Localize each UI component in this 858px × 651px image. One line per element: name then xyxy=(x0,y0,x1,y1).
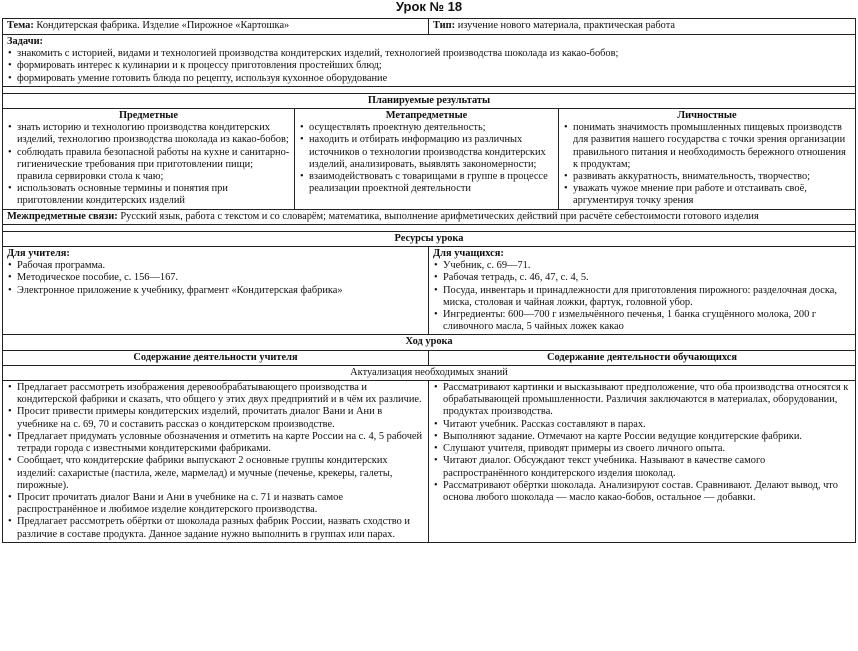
student-activity-item: • Читают диалог. Обсуждают текст учебника. Называют в качестве самого распространённого кондитерского изделия шоколад. xyxy=(443,455,851,479)
resources-students-item: • Учебник, с. 69—71. xyxy=(443,260,851,272)
lesson-table xyxy=(2,18,856,543)
lichnostnye-item: • развивать аккуратность, внимательность, творчество; xyxy=(573,171,851,183)
lichnostnye-item: • понимать значимость промышленных пищевых производств для развития нашего государства с точки зрения организации правильного питания и необходимость бережного отношения к продуктам; xyxy=(573,122,851,171)
predmetnye-cell xyxy=(3,109,295,210)
resources-header: Ресурсы урока xyxy=(3,231,856,246)
metapredmetnye-item: • взаимодействовать с товарищами в группе в процессе реализации проектной деятельности xyxy=(309,171,554,195)
tip-value: изучение нового материала, практическая работа xyxy=(457,20,675,31)
mezhpredmet-value: Русский язык, работа с текстом и со словарём; математика, выполнение арифметических действий при расчёте себестоимости готового изделия xyxy=(120,210,759,222)
teacher-activity-cell xyxy=(3,381,429,543)
resources-teacher-item: • Рабочая программа. xyxy=(17,260,424,272)
resources-students-item: • Посуда, инвентарь и принадлежности для приготовления пирожного: разделочная доска, миска, столовая и чайная ложки, фартук, головной убор. xyxy=(443,285,851,309)
lesson-content-row xyxy=(3,381,856,543)
resources-teacher-item: • Методическое пособие, с. 156—167. xyxy=(17,272,424,284)
predmetnye-item: • знать историю и технологию производства кондитерских изделий, технологию производства шоколада из какао-бобов; xyxy=(17,122,290,146)
metapredmetnye-item: • находить и отбирать информацию из различных источников о технологии производства кондитерских изделий, анализировать, выявлять закономерности; xyxy=(309,134,554,171)
resources-students-cell xyxy=(429,247,856,335)
student-activity-cell xyxy=(429,381,856,543)
teacher-activity-item: • Просит прочитать диалог Вани и Ани в учебнике на с. 71 и назвать самое распространённое и любимое изделие кондитерского производства. xyxy=(17,492,424,516)
zadachi-item: • формировать интерес к кулинарии и к процессу приготовления простейших блюд; xyxy=(17,60,851,72)
resources-students-label: Для учащихся: xyxy=(433,248,504,260)
teacher-activity-item: • Предлагает рассмотреть изображения деревообрабатывающего производства и кондитерской фабрики и сказать, что общего у этих двух предприятий и в чём их различие. xyxy=(17,382,424,406)
tema-value: Кондитерская фабрика. Изделие «Пирожное «Картошка» xyxy=(36,20,290,31)
resources-teacher-label: Для учителя: xyxy=(7,248,70,260)
predmetnye-item: • соблюдать правила безопасной работы на кухне и санитарно-гигиенические требования при приготовлении пищи; правила сервировки стола к чаю; xyxy=(17,147,290,184)
tema-label: Тема: xyxy=(7,20,34,31)
stage-label: Актуализация необходимых знаний xyxy=(3,365,856,380)
resources-students-item: • Рабочая тетрадь, с. 46, 47, с. 4, 5. xyxy=(443,272,851,284)
predmetnye-title: Предметные xyxy=(118,110,179,122)
tip-label: Тип: xyxy=(433,20,456,31)
resources-teacher-cell xyxy=(3,247,429,335)
predmetnye-item: • использовать основные термины и понятия при приготовлении кондитерских изделий xyxy=(17,183,290,207)
lesson-flow-header: Ход урока xyxy=(3,335,856,350)
resources-students-item: • Ингредиенты: 600—700 г измельчённого печенья, 1 банка сгущённого молока, 200 г сливочного масла, 5 чайных ложек какао xyxy=(443,309,851,333)
zadachi-cell xyxy=(3,35,856,87)
tema-row xyxy=(3,19,856,35)
zadachi-label: Задачи: xyxy=(7,36,44,47)
zadachi-list xyxy=(7,48,851,85)
tip-cell xyxy=(429,19,856,35)
teacher-activity-item: • Предлагает рассмотреть обёртки от шоколада разных фабрик России, назвать сходство и различие в составе продукта. Данное задание нужно выполнить в группах или парах. xyxy=(17,516,424,540)
student-activity-item: • Слушают учителя, приводят примеры из своего личного опыта. xyxy=(443,443,851,455)
lesson-flow-header-row xyxy=(3,335,856,350)
zadachi-item: • формировать умение готовить блюда по рецепту, используя кухонное оборудование xyxy=(17,73,851,85)
resources-header-row xyxy=(3,231,856,246)
teacher-activity-item: • Предлагает придумать условные обозначения и отметить на карте России на с. 4, 5 рабочей тетради города с известными кондитерскими фабриками. xyxy=(17,431,424,455)
student-activity-item: • Выполняют задание. Отмечают на карте России ведущие кондитерские фабрики. xyxy=(443,431,851,443)
metapredmetnye-title: Метапредметные xyxy=(385,110,468,122)
zadachi-row xyxy=(3,35,856,87)
lesson-flow-cols-row xyxy=(3,350,856,365)
student-activity-item: • Рассматривают картинки и высказывают предположение, что оба производства относятся к обрабатывающей промышленности. Различия заключаются в материалах, оборудовании, продуктах производства. xyxy=(443,382,851,419)
lichnostnye-cell xyxy=(559,109,856,210)
planned-results-row xyxy=(3,109,856,210)
mezhpredmet-cell xyxy=(3,209,856,224)
teacher-activity-item: • Сообщает, что кондитерские фабрики выпускают 2 основные группы кондитерских изделий: сахаристые (пастила, желе, мармелад) и мучные (печенье, крекеры, галеты, пирожные). xyxy=(17,455,424,492)
tema-cell xyxy=(3,19,429,35)
teacher-col-header: Содержание деятельности учителя xyxy=(3,350,429,365)
metapredmetnye-item: • осуществлять проектную деятельность; xyxy=(309,122,554,134)
lichnostnye-title: Личностные xyxy=(677,110,737,122)
mezhpredmet-label: Межпредметные связи: xyxy=(7,210,118,222)
lichnostnye-item: • уважать чужое мнение при работе и отстаивать своё, аргументируя точку зрения xyxy=(573,183,851,207)
mezhpredmet-row xyxy=(3,209,856,224)
planned-results-header: Планируемые результаты xyxy=(3,93,856,108)
metapredmetnye-cell xyxy=(295,109,559,210)
teacher-activity-item: • Просит привести примеры кондитерских изделий, прочитать диалог Вани и Ани в учебнике на с. 69, 70 и составить рассказ о кондитерском производстве. xyxy=(17,406,424,430)
zadachi-item: • знакомить с историей, видами и технологией производства кондитерских изделий, технологией производства шоколада из какао-бобов; xyxy=(17,48,851,60)
student-activity-item: • Читают учебник. Рассказ составляют в парах. xyxy=(443,419,851,431)
student-col-header: Содержание деятельности обучающихся xyxy=(429,350,856,365)
stage-row xyxy=(3,365,856,380)
resources-teacher-item: • Электронное приложение к учебнику, фрагмент «Кондитерская фабрика» xyxy=(17,285,424,297)
planned-results-header-row xyxy=(3,93,856,108)
page-title: Урок № 18 xyxy=(395,0,463,14)
student-activity-item: • Рассматривают обёртки шоколада. Анализируют состав. Сравнивают. Делают вывод, что основа любого шоколада — масло какао-бобов, остальное — добавки. xyxy=(443,480,851,504)
resources-row xyxy=(3,247,856,335)
